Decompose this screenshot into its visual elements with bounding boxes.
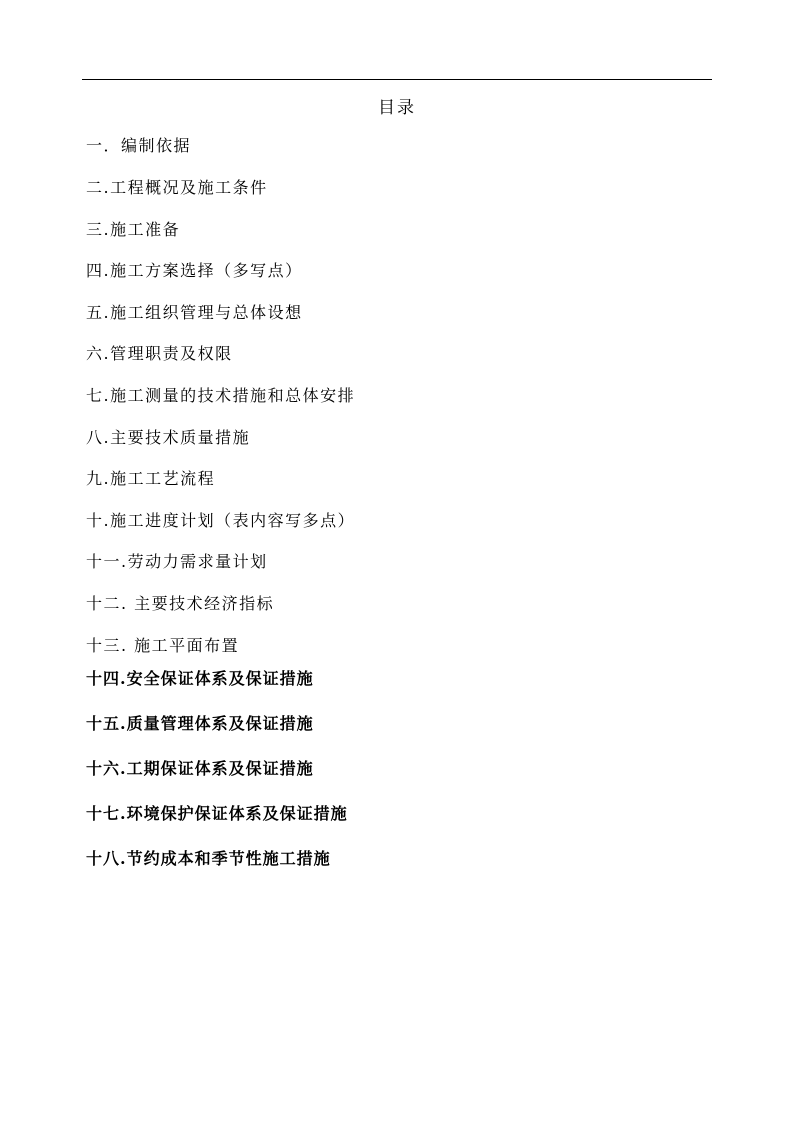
toc-entry: 二.工程概况及施工条件 — [86, 178, 268, 197]
header-rule — [82, 79, 712, 80]
toc-entry: 七.施工测量的技术措施和总体安排 — [86, 386, 356, 405]
toc-entry: 十六.工期保证体系及保证措施 — [86, 759, 314, 778]
toc-entry: 五.施工组织管理与总体设想 — [86, 303, 303, 322]
toc-entry: 一．编制依据 — [86, 136, 192, 155]
toc-title: 目录 — [378, 98, 416, 118]
toc-entry: 八.主要技术质量措施 — [86, 428, 251, 447]
toc-entry: 十八.节约成本和季节性施工措施 — [86, 849, 331, 868]
toc-entry: 十一.劳动力需求量计划 — [86, 552, 268, 571]
toc-entry: 十五.质量管理体系及保证措施 — [86, 714, 314, 733]
toc-entry: 六.管理职责及权限 — [86, 344, 233, 363]
toc-entry: 四.施工方案选择（多写点） — [86, 261, 303, 280]
toc-entry: 三.施工准备 — [86, 220, 181, 239]
toc-entry: 十三. 施工平面布置 — [86, 636, 240, 655]
toc-entry: 九.施工工艺流程 — [86, 469, 216, 488]
toc-entry: 十二. 主要技术经济指标 — [86, 594, 275, 613]
toc-entry: 十七.环境保护保证体系及保证措施 — [86, 804, 348, 823]
toc-entry: 十四.安全保证体系及保证措施 — [86, 669, 314, 688]
toc-entry: 十.施工进度计划（表内容写多点） — [86, 511, 356, 530]
